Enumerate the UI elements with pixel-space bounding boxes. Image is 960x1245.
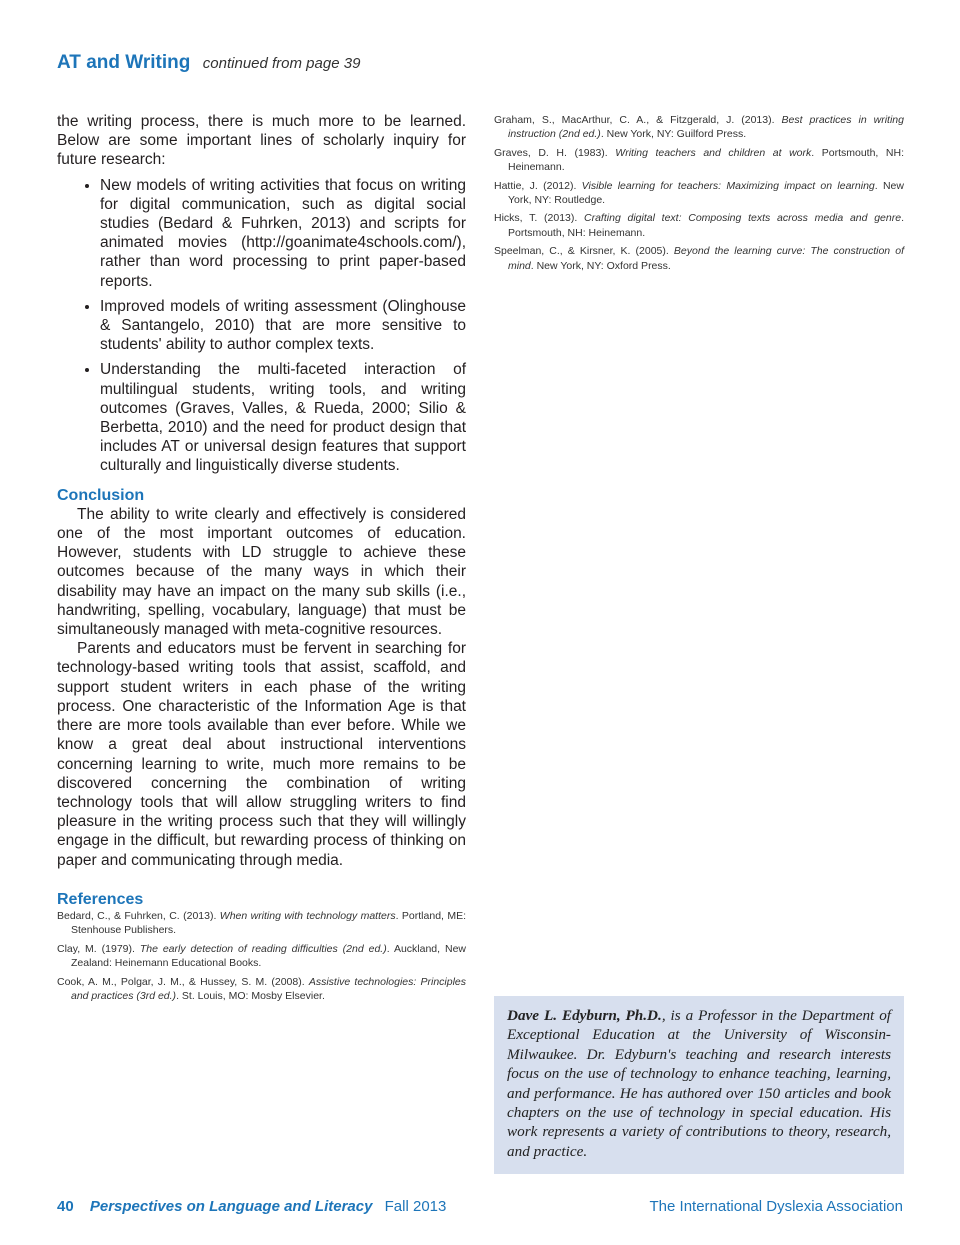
intro-paragraph: the writing process, there is much more to be learned. Below are some important lines of scholarly inquiry for future research:: [57, 113, 466, 169]
organization-name: The International Dyslexia Association: [649, 1198, 903, 1215]
conclusion-heading: Conclusion: [57, 486, 145, 504]
reference-entry: Graham, S., MacArthur, C. A., & Fitzgerald, J. (2013). Best practices in writing instruction (2nd ed.). New York, NY: Guilford Press.: [494, 114, 904, 141]
issue-season: Fall 2013: [384, 1198, 447, 1215]
reference-entry: Bedard, C., & Fuhrken, C. (2013). When writing with technology matters. Portland, ME: Stenhouse Publishers.: [57, 909, 467, 937]
reference-entry: Speelman, C., & Kirsner, K. (2005). Beyond the learning curve: The construction of mind. New York, NY: Oxford Press.: [494, 245, 904, 272]
continuation-note: continued from page 39: [202, 55, 361, 72]
left-column: [57, 112, 466, 1007]
page-header: [57, 52, 360, 74]
conclusion-paragraph: The ability to write clearly and effectively is considered one of the most important outcomes of education. However, students with LD struggle to achieve these outcomes because of the many ways in which their disability may have an impact on the many sub skills (i.e., handwriting, spelling, vocabulary, language) that must be simultaneously managed with meta-cognitive resources.: [57, 505, 466, 639]
research-bullets: [57, 176, 466, 476]
right-column-references: [494, 113, 904, 277]
reference-entry: Cook, A. M., Polgar, J. M., & Hussey, S. M. (2008). Assistive technologies: Principles and practices (3rd ed.). St. Louis, MO: Mosby Elsevier.: [57, 975, 466, 1002]
conclusion-paragraph: Parents and educators must be fervent in searching for technology-based writing tools that assist, scaffold, and support student writers in each phase of the writing process. One characteristic of the Information Age is that there are more tools available than ever before. While we know a great deal about instructional interventions concerning learning to write, much more remains to be discovered concerning the combination of writing technology tools that will allow struggling writers to find pleasure in the writing process such that they will willingly engage in the difficult, but rewarding process of thinking on paper and communicating through media.: [57, 640, 466, 869]
reference-entry: Hicks, T. (2013). Crafting digital text: Composing texts across media and genre. Portsmouth, NH: Heinemann.: [494, 212, 904, 239]
bullet-item: • Understanding the multi-faceted interaction of multilingual students, writing tools, and writing outcomes (Graves, Valles, & Rueda, 2000; Silio & Berbetta, 2010) and the need for product design that includes AT or universal design features that support culturally and linguistically diverse students.: [100, 360, 466, 475]
page-number: 40: [57, 1198, 74, 1215]
author-bio-box: [494, 996, 904, 1174]
article-title: AT and Writing: [57, 52, 191, 73]
author-bio-text: , is a Professor in the Department of Exceptional Education at the University of Wisconsin-Milwaukee. Dr. Edyburn's teaching and research interests focus on the use of technology to enhance teaching, learning, and performance. He has authored over 150 articles and book chapters on the use of technology in special education. His work represents a variety of contributions to theory, research, and practice.: [507, 1007, 892, 1160]
references-heading: References: [57, 890, 144, 908]
reference-entry: Graves, D. H. (1983). Writing teachers and children at work. Portsmouth, NH: Heinemann.: [494, 146, 904, 174]
reference-entry: Clay, M. (1979). The early detection of reading difficulties (2nd ed.). Auckland, New Zealand: Heinemann Educational Books.: [57, 942, 466, 970]
reference-entry: Hattie, J. (2012). Visible learning for teachers: Maximizing impact on learning. New York, NY: Routledge.: [494, 179, 904, 207]
bullet-item: • New models of writing activities that focus on writing for digital communication, such as digital social studies (Bedard & Fuhrken, 2013) and scripts for animated movies (http://goanimate4schools.com/), rather than word processing to print paper-based reports.: [100, 176, 466, 291]
author-name: Dave L. Edyburn, Ph.D.: [507, 1007, 662, 1024]
bullet-item: • Improved models of writing assessment (Olinghouse & Santangelo, 2010) that are more sensitive to students' ability to author complex texts.: [100, 297, 466, 355]
magazine-name: Perspectives on Language and Literacy: [89, 1198, 373, 1215]
page-footer: [57, 1198, 903, 1215]
